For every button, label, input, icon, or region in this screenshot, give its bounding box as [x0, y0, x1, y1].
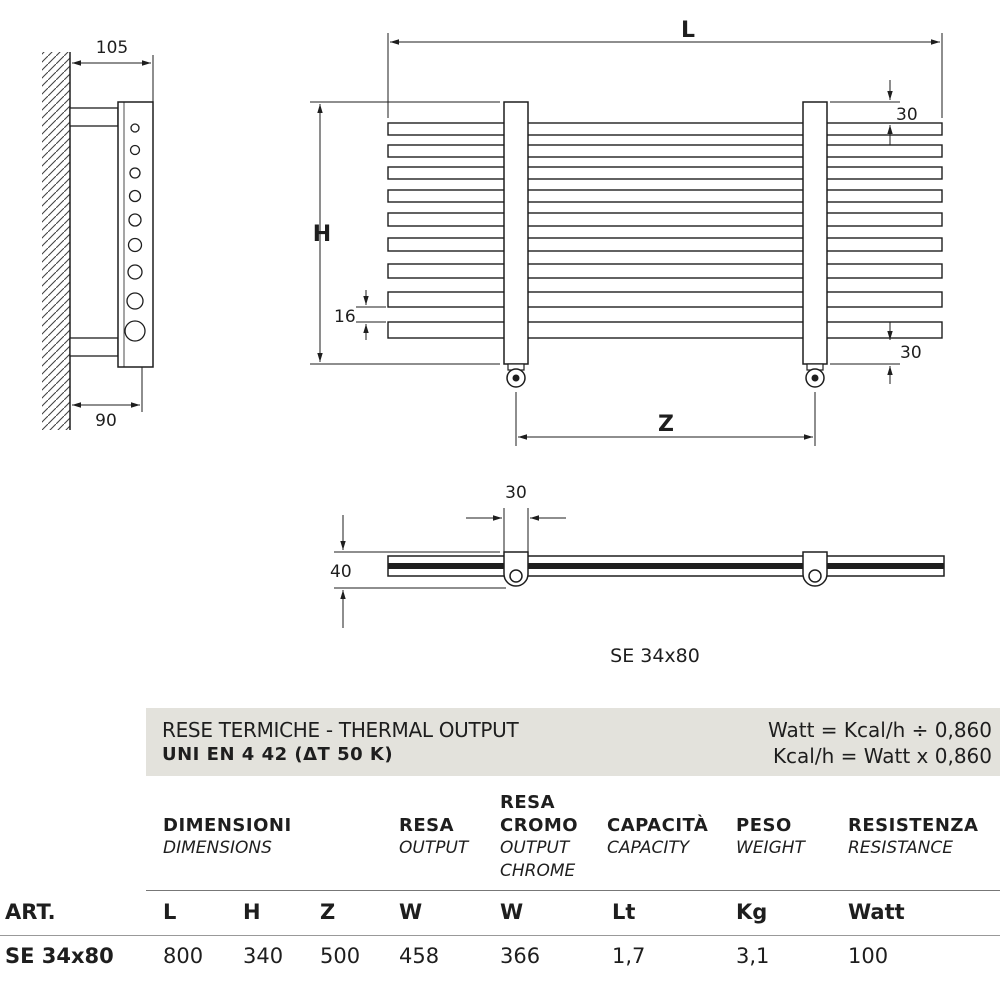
header-output: RESA OUTPUT — [399, 815, 469, 858]
row-capacity: 1,7 — [612, 944, 646, 968]
row-art: SE 34x80 — [5, 944, 114, 968]
row-output: 458 — [399, 944, 440, 968]
unit-z: Z — [320, 900, 336, 924]
band-standard: UNI EN 4 42 (ΔT 50 K) — [162, 744, 394, 765]
row-resistance: 100 — [848, 944, 889, 968]
dim-tube-pitch: 16 — [334, 307, 356, 327]
unit-l: L — [163, 900, 177, 924]
unit-art: ART. — [5, 900, 56, 924]
dim-height: H — [312, 222, 332, 247]
front-view — [310, 18, 942, 446]
row-output-chrome: 366 — [500, 944, 541, 968]
dim-bottom-offset: 30 — [900, 343, 922, 363]
unit-resistance: Watt — [848, 900, 905, 924]
header-dimensions: DIMENSIONI DIMENSIONS — [163, 815, 292, 858]
unit-output-chrome: W — [500, 900, 524, 924]
row-l: 800 — [163, 944, 204, 968]
header-capacity: CAPACITÀ CAPACITY — [607, 815, 709, 858]
dim-centers: Z — [658, 412, 674, 437]
conversion-formula-1: Watt = Kcal/h ÷ 0,860 — [768, 718, 992, 742]
header-divider — [146, 890, 1000, 891]
conversion-formula-2: Kcal/h = Watt x 0,860 — [772, 744, 992, 768]
row-h: 340 — [243, 944, 284, 968]
dim-side-wall: 90 — [95, 411, 117, 431]
dim-top-offset: 30 — [896, 105, 918, 125]
header-output-chrome: RESA CROMO OUTPUT CHROME — [500, 792, 579, 881]
dim-tube-depth: 40 — [330, 562, 352, 582]
thermal-output-band — [146, 708, 1000, 776]
top-view — [330, 483, 944, 628]
row-divider — [0, 935, 1000, 936]
row-weight: 3,1 — [736, 944, 770, 968]
header-resistance: RESISTENZA RESISTANCE — [848, 815, 979, 858]
dim-collector-width: 30 — [505, 483, 527, 503]
unit-h: H — [243, 900, 261, 924]
unit-capacity: Lt — [612, 900, 636, 924]
unit-weight: Kg — [736, 900, 768, 924]
side-view — [42, 38, 153, 431]
row-z: 500 — [320, 944, 361, 968]
header-weight: PESO WEIGHT — [736, 815, 805, 858]
unit-output: W — [399, 900, 423, 924]
model-caption: SE 34x80 — [610, 645, 700, 667]
dim-length: L — [680, 18, 696, 43]
dim-side-depth: 105 — [95, 38, 129, 58]
band-title: RESE TERMICHE - THERMAL OUTPUT — [162, 718, 519, 742]
